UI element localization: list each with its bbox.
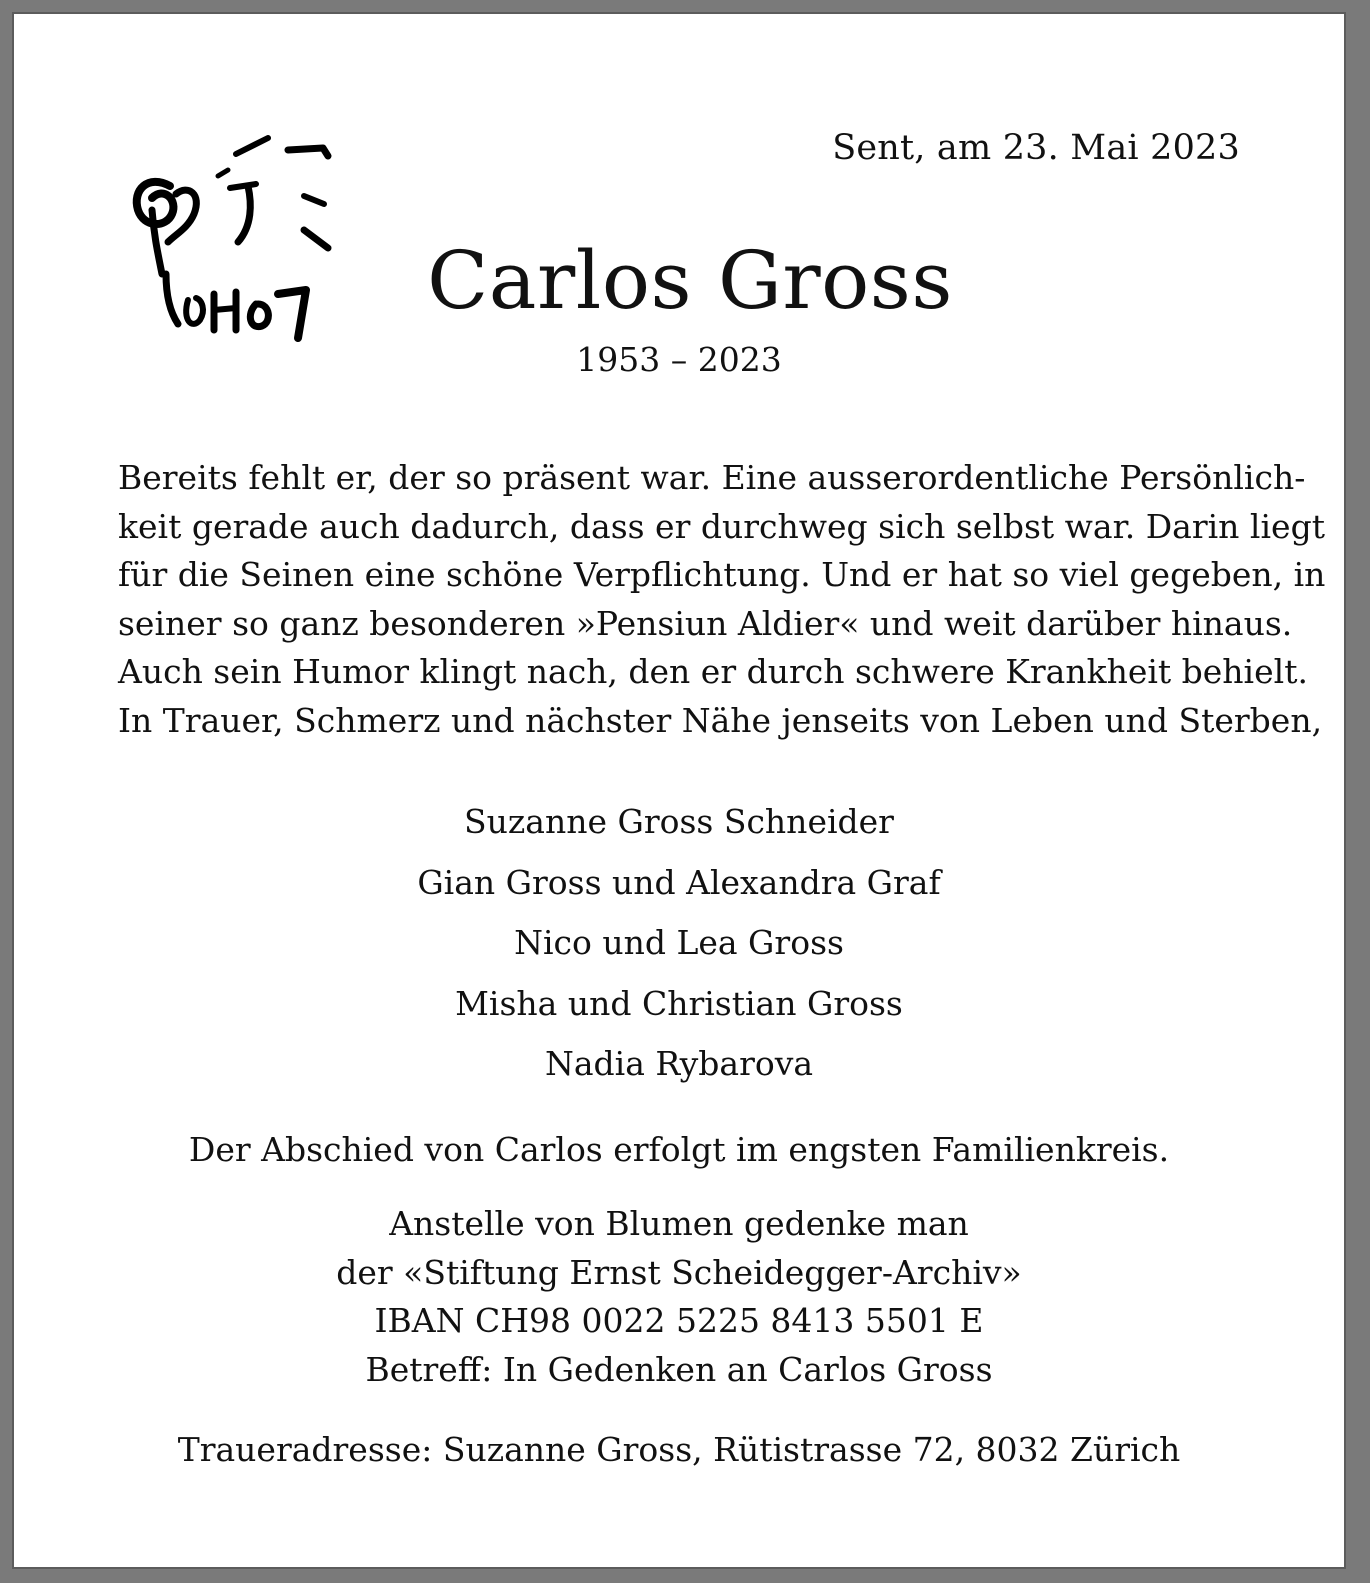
family-member: Suzanne Gross Schneider <box>464 802 894 841</box>
family-list <box>14 792 1344 1095</box>
donation-foundation: der «Stiftung Ernst Scheidegger-Archiv» <box>336 1252 1022 1292</box>
life-years: 1953 – 2023 <box>576 340 782 379</box>
family-member: Nico und Lea Gross <box>514 923 844 962</box>
donation-line: Anstelle von Blumen gedenke man <box>389 1204 969 1243</box>
family-member: Nadia Rybarova <box>544 1044 814 1083</box>
paragraph-line: In Trauer, Schmerz und nächster Nähe jenseits von Leben und Sterben, <box>118 700 1323 740</box>
donation-reference: Betreff: In Gedenken an Carlos Gross <box>365 1349 993 1389</box>
mourning-address: Traueradresse: Suzanne Gross, Rütistrasse 72, 8032 Zürich <box>177 1430 1181 1469</box>
paragraph-line: seiner so ganz besonderen »Pensiun Aldier« und weit darüber hinaus. <box>118 603 1293 643</box>
family-member: Misha und Christian Gross <box>455 983 903 1023</box>
obituary-notice <box>12 12 1346 1569</box>
paragraph-line: Bereits fehlt er, der so präsent war. Eine ausserordentliche Persönlich- <box>118 458 1306 497</box>
place-date: Sent, am 23. Mai 2023 <box>832 128 1240 168</box>
paragraph-line: für die Seinen eine schöne Verpflichtung. Und er hat so viel gegeben, in <box>118 555 1326 594</box>
paragraph-line: Auch sein Humor klingt nach, den er durch schwere Krankheit behielt. <box>118 652 1308 691</box>
family-member: Gian Gross und Alexandra Graf <box>417 862 941 902</box>
tribute-paragraph <box>118 454 1326 745</box>
paragraph-line: keit gerade auch dadurch, dass er durchweg sich selbst war. Darin liegt <box>118 506 1325 546</box>
deceased-name: Carlos Gross <box>427 234 953 327</box>
farewell-note: Der Abschied von Carlos erfolgt im engsten Familienkreis. <box>188 1130 1170 1169</box>
donation-iban: IBAN CH98 0022 5225 8413 5501 E <box>374 1301 984 1340</box>
donation-info <box>14 1200 1344 1394</box>
